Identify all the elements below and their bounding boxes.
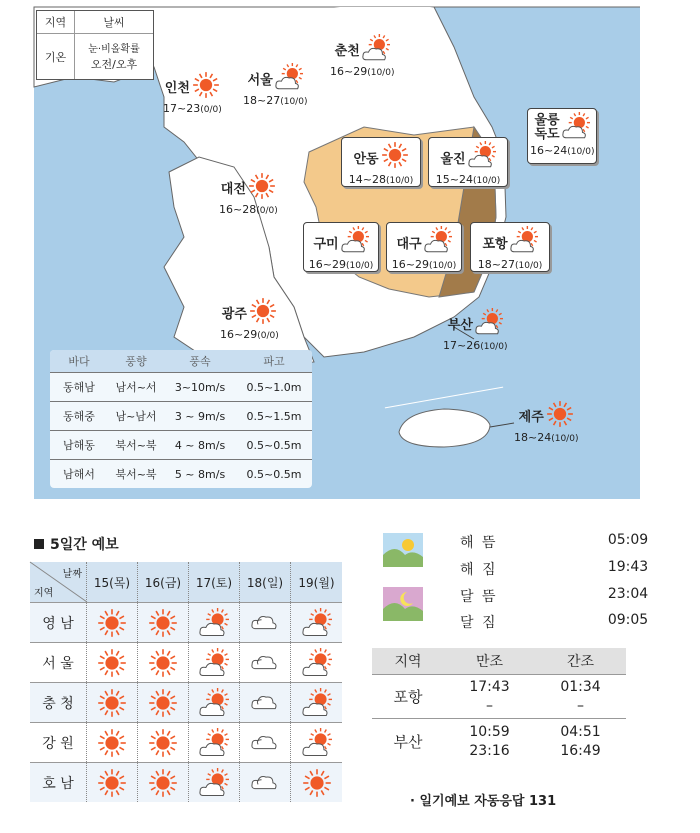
city-name: 울진 [440,151,466,167]
table-row [372,718,626,764]
tide-header [372,648,626,674]
city-gumi [303,222,379,272]
moonset-label: 달 짐 [460,615,498,631]
city-name-line: 울릉 [534,113,560,128]
tide-header-low: 간조 [566,654,595,670]
sun-icon [97,768,127,798]
forecast-cell [240,683,291,722]
forecast-cell [138,603,189,642]
city-name-line: 독도 [534,127,560,142]
city-name: 광주 [221,307,247,322]
tide-location: 부산 [393,733,423,751]
table-row [50,459,312,488]
square-bullet-icon [34,539,44,549]
city-chuncheon [330,34,394,78]
table-row [372,674,626,718]
forecast-day: 18(일) [240,562,291,602]
forecast-cell [291,643,342,682]
forecast-cell [87,683,138,722]
table-cell: 4 ~ 8m/s [174,438,226,452]
cloudy-sun-icon [275,63,303,91]
corner-date-label: 날짜 [62,569,82,580]
sun-icon [148,608,178,638]
cloudy-sun-icon [199,608,229,638]
footer-note: · 일기예보 자동응답 131 [410,794,557,809]
cloudy-sun-icon [199,728,229,758]
corner-region-label: 지역 [34,588,54,599]
city-jeju [514,400,578,444]
city-name: 포항 [482,236,508,252]
table-cell: 동해남 [63,381,95,394]
forecast-cell [138,723,189,762]
cloudy-sun-icon [468,141,496,169]
tide-low-1: 04:51 [560,723,601,740]
city-busan [443,308,507,352]
city-temp: 18~27 [243,94,281,107]
sun-icon [302,768,332,798]
sun-icon [148,688,178,718]
city-precip-prob: (10/0) [367,68,395,78]
sun-icon [248,172,276,203]
cloudy-sun-icon [510,226,538,254]
legend-weather-label: 날씨 [103,15,125,29]
moonset-time: 09:05 [607,612,649,628]
city-gwangju [220,297,279,341]
sun-icon [148,648,178,678]
forecast-cell [189,603,240,642]
forecast-table [30,562,342,802]
city-precip-prob: (10/0) [567,147,595,157]
forecast-region: 서 울 [30,643,87,682]
city-uljin [428,137,508,187]
cloudy-sun-icon [199,648,229,678]
tide-low-1: 01:34 [560,678,601,695]
tide-high-1: 17:43 [469,678,510,695]
sun-icon [381,141,409,173]
forecast-cell [189,763,240,802]
forecast-day: 19(월) [298,575,335,590]
sun-icon [148,768,178,798]
city-name: 안동 [353,151,379,167]
table-cell: 남해서 [63,468,95,481]
sea-header-wind-dir: 풍향 [125,355,147,368]
moonrise-row [460,586,700,606]
cloud-icon [250,608,280,638]
sun-icon [249,297,277,325]
sea-header-wind-speed: 풍속 [189,355,211,368]
table-row [30,682,342,722]
table-cell: 남~남서 [115,410,157,423]
tide-header-high: 만조 [475,654,504,670]
city-temp: 18~27 [477,258,515,271]
cloudy-sun-icon [424,226,452,258]
tide-high-1: 10:59 [469,723,510,740]
table-cell: 동해중 [63,410,95,423]
city-temp: 14~28 [348,173,386,186]
forecast-cell [87,643,138,682]
city-name: 춘천 [334,44,360,59]
forecast-cell [291,763,342,802]
city-name: 대구 [396,236,422,252]
city-precip-prob: (0/0) [256,206,278,216]
map-legend [36,10,154,80]
sunrise-time: 05:09 [607,532,649,548]
table-row [50,372,312,401]
table-cell: 남해동 [63,439,95,452]
forecast-region: 영 남 [30,603,87,642]
cloudy-sun-icon [341,226,369,258]
forecast-header [30,562,342,602]
legend-temp-label: 기온 [37,34,75,79]
table-cell: 0.5~1.5m [246,409,302,423]
city-seoul [243,63,307,107]
sunrise-landscape-icon [383,533,423,567]
sunset-label: 해 짐 [460,562,498,578]
sunrise-label: 해 뜸 [460,535,498,551]
forecast-cell [240,643,291,682]
cloudy-sun-icon [199,688,229,718]
cloud-icon [250,648,280,678]
city-temp: 16~29 [391,258,429,271]
forecast-cell [189,723,240,762]
city-daejeon [219,172,278,216]
forecast-cell [240,603,291,642]
sea-header-sea: 바다 [68,355,90,368]
moonrise-time: 23:04 [607,586,649,602]
sun-icon [192,71,220,102]
sun-icon [97,728,127,758]
forecast-day: 17(토) [189,562,240,602]
cloudy-sun-icon [475,308,503,336]
table-cell: 0.5~0.5m [246,438,302,452]
sun-icon [546,400,574,431]
tide-high-2: 23:16 [469,742,510,759]
cloudy-sun-icon [341,226,369,254]
tide-location: 포항 [393,688,423,706]
city-temp: 16~24 [530,144,568,157]
forecast-region: 충 청 [30,683,87,722]
city-precip-prob: (10/0) [480,342,508,352]
city-incheon [163,71,222,115]
table-row [30,762,342,802]
city-name [534,114,559,142]
forecast-cell [87,763,138,802]
cloud-icon [250,728,280,758]
legend-precip-label: 눈·비올확률 [88,43,140,55]
city-precip-prob: (0/0) [257,331,279,341]
cloudy-sun-icon [302,648,332,678]
city-name: 인천 [164,81,190,96]
sea-header-wave: 파고 [263,355,285,368]
table-row [30,642,342,682]
city-name: 제주 [518,410,544,425]
forecast-day: 16(금) [138,562,189,602]
legend-region-label: 지역 [37,11,75,33]
sun-icon [97,648,127,678]
forecast-title [34,534,119,554]
sun-icon [148,728,178,758]
city-precip-prob: (10/0) [514,261,543,271]
city-andong [341,137,421,187]
cloudy-sun-icon [302,688,332,718]
forecast-title-text: 5일간 예보 [50,537,119,553]
sunrise-row [460,532,700,552]
cloudy-sun-icon [562,112,590,140]
city-name: 부산 [447,318,473,333]
table-cell: 3~10m/s [174,380,226,394]
forecast-cell [291,603,342,642]
tide-low-2: – [577,697,584,714]
sun-icon [249,297,277,328]
sun-icon [381,141,409,169]
forecast-day: 15(목) [87,562,138,602]
sun-icon [546,400,574,428]
sea-table-header [50,350,312,372]
cloudy-sun-icon [275,63,303,94]
table-cell: 0.5~0.5m [246,467,302,481]
moonrise-label: 달 뜸 [460,589,498,605]
city-temp: 16~28 [219,203,257,216]
forecast-cell [87,723,138,762]
city-precip-prob: (10/0) [345,261,374,271]
table-cell: 0.5~1.0m [246,380,302,394]
forecast-cell [240,723,291,762]
city-temp: 15~24 [435,173,473,186]
cloudy-sun-icon [510,226,538,258]
city-pohang [470,222,550,272]
sun-icon [97,608,127,638]
cloudy-sun-icon [424,226,452,254]
table-row [50,430,312,459]
city-temp: 16~29 [308,258,346,271]
sun-icon [192,71,220,99]
forecast-cell [189,683,240,722]
cloudy-sun-icon [562,112,590,144]
sunset-time: 19:43 [607,559,649,575]
sun-icon [248,172,276,200]
cloudy-sun-icon [475,308,503,339]
city-precip-prob: (10/0) [385,176,414,186]
city-precip-prob: (0/0) [200,105,222,115]
cloudy-sun-icon [468,141,496,173]
city-precip-prob: (10/0) [428,261,457,271]
city-precip-prob: (10/0) [551,434,579,444]
moonrise-landscape-icon [383,587,423,621]
forecast-region: 강 원 [30,723,87,762]
city-ulleung [527,108,597,164]
sunset-row [460,559,700,579]
legend-ampm-label: 오전/오후 [90,57,138,71]
tide-header-region: 지역 [394,654,422,670]
city-temp: 17~23 [163,102,201,115]
cloudy-sun-icon [362,34,390,65]
cloudy-sun-icon [302,728,332,758]
moonset-row [460,612,700,632]
city-daegu [386,222,462,272]
city-temp: 16~29 [330,65,368,78]
city-temp: 17~26 [443,339,481,352]
table-cell: 3 ~ 9m/s [174,409,226,423]
forecast-corner [30,562,87,602]
cloudy-sun-icon [362,34,390,62]
forecast-region: 호 남 [30,763,87,802]
table-cell: 북서~북 [115,468,157,481]
table-row [30,722,342,762]
table-cell: 북서~북 [115,439,157,452]
table-cell: 5 ~ 8m/s [174,467,226,481]
cloudy-sun-icon [302,608,332,638]
city-precip-prob: (10/0) [280,97,308,107]
city-name: 구미 [313,236,339,252]
tide-high-2: – [486,697,493,714]
city-temp: 16~29 [220,328,258,341]
cloud-icon [250,688,280,718]
city-temp: 18~24 [514,431,552,444]
table-row [50,401,312,430]
table-row [30,602,342,642]
forecast-cell [240,763,291,802]
forecast-cell [87,603,138,642]
cloud-icon [250,768,280,798]
tide-low-2: 16:49 [560,742,601,759]
sun-icon [97,688,127,718]
cloudy-sun-icon [199,768,229,798]
forecast-cell [291,683,342,722]
forecast-cell [138,763,189,802]
forecast-cell [189,643,240,682]
city-name: 서울 [247,73,273,88]
table-cell: 남서~서 [115,381,157,394]
city-name: 대전 [220,182,246,197]
forecast-cell [138,683,189,722]
tide-table [372,648,626,764]
forecast-cell [138,643,189,682]
forecast-cell [291,723,342,762]
sea-conditions-table [50,350,312,488]
city-precip-prob: (10/0) [472,176,501,186]
